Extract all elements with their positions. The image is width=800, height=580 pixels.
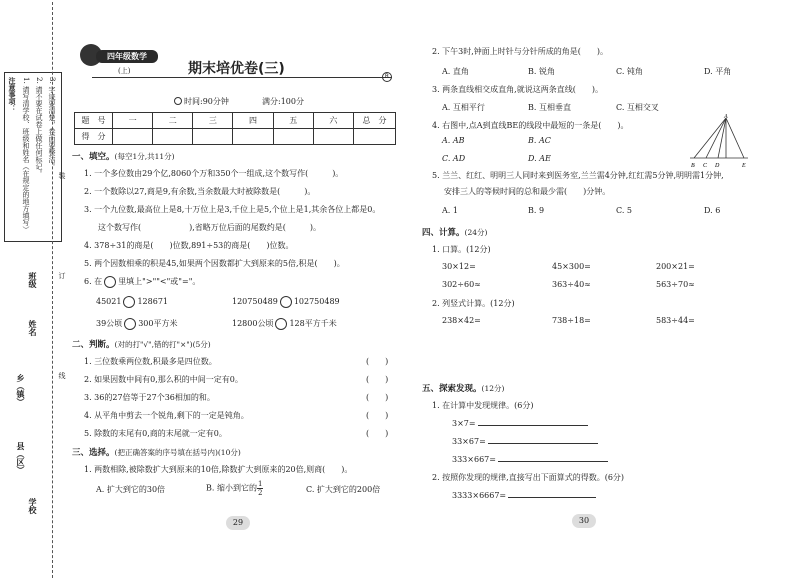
score-cell[interactable] — [113, 129, 153, 145]
s1-q6: 6. 在 里填上">""<"或"="。 — [84, 277, 201, 286]
score-head-6: 六 — [313, 113, 353, 129]
full-score: 满分:100分 — [262, 97, 304, 106]
score-head-3: 三 — [193, 113, 233, 129]
score-head-7: 总 分 — [354, 113, 396, 129]
s3-q4-opt-c: C. AD — [442, 154, 466, 163]
section-2-title: 二、判断。(对的打"√",错的打"×")(5分) — [72, 340, 211, 350]
s1-q2: 2. 一个数除以27,商是9,有余数,当余数最大时被除数是( )。 — [84, 187, 316, 196]
fig-label-b: B — [691, 163, 695, 169]
s1-q4: 4. 378÷31的商是( )位数,891÷53的商是( )位数。 — [84, 241, 294, 250]
oral-1: 30×12= — [442, 262, 476, 271]
triangle-figure — [688, 114, 752, 170]
answer-blank-2[interactable] — [488, 436, 598, 444]
answer-blank-3[interactable] — [498, 454, 608, 462]
oral-4: 302÷60≈ — [442, 280, 481, 289]
compare-circle-2[interactable] — [280, 296, 292, 308]
field-class: 班级 — [28, 272, 38, 288]
note-2: 2. 请不要在试卷上做任何标记。 — [35, 77, 43, 177]
note-1: 1. 请写清学校、班级和姓名（在规定的地方填写） — [22, 77, 30, 233]
s3-q5-opt-b: B. 9 — [528, 206, 545, 215]
compare-1: 45021 128671 — [96, 297, 168, 306]
s3-q5a: 5. 兰兰、红红、明明三人同时来到医务室,兰兰需4分钟,红红需5分钟,明明需1分钟, — [432, 171, 724, 180]
s1-q5: 5. 两个因数相乘的积是45,如果两个因数都扩大到原来的5倍,积是( )。 — [84, 259, 345, 268]
s3-q3-opt-a: A. 互相平行 — [442, 103, 485, 112]
score-cell[interactable] — [153, 129, 193, 145]
page-number-left: 29 — [226, 516, 250, 530]
score-cell[interactable] — [354, 129, 396, 145]
s5-sub2: 2. 按照你发现的规律,直接写出下面算式的得数。(6分) — [432, 473, 625, 482]
s3-q1-opt-c: C. 扩大到它的200倍 — [306, 485, 381, 494]
s3-q1: 1. 两数相除,被除数扩大到原来的10倍,除数扩大到原来的20倍,则商( )。 — [84, 465, 353, 474]
score-cell[interactable] — [193, 129, 233, 145]
s2-item-1: 1. 三位数乘两位数,积最多是四位数。 — [84, 357, 217, 366]
clock-icon — [174, 97, 182, 105]
note-3: 3. 字迹要清楚，卷面要整洁。 — [48, 77, 56, 170]
section-5-title: 五、探索发现。(12分) — [422, 384, 505, 394]
s3-q2-opt-a: A. 直角 — [442, 67, 469, 76]
score-cell[interactable] — [233, 129, 273, 145]
s3-q4-opt-b: B. AC — [528, 136, 551, 145]
section-3-title: 三、选择。(把正确答案的序号填在括号内)(10分) — [72, 448, 241, 458]
s5-line-3: 333×667= — [452, 454, 608, 464]
cut-label-1: 装 — [58, 172, 66, 179]
s3-q2-opt-b: B. 锐角 — [528, 67, 555, 76]
circle-icon — [104, 276, 116, 288]
score-label: 得 分 — [75, 129, 113, 145]
compare-4: 12800公顷 128平方千米 — [232, 319, 337, 328]
answer-blank-1[interactable] — [478, 418, 588, 426]
note-0: 注意事项： — [8, 77, 17, 112]
fig-label-e: E — [742, 163, 746, 169]
s2-answer-4[interactable]: ( ) — [366, 411, 389, 420]
field-name: 姓名 — [28, 320, 38, 336]
section-1-title: 一、填空。(每空1分,共11分) — [72, 152, 175, 162]
s2-item-2: 2. 如果因数中间有0,那么积的中间一定有0。 — [84, 375, 243, 384]
page-number-right: 30 — [572, 514, 596, 528]
s3-q3-opt-c: C. 互相交叉 — [616, 103, 659, 112]
answer-blank-4[interactable] — [508, 490, 596, 498]
s2-answer-3[interactable]: ( ) — [366, 393, 389, 402]
grade-badge-sub: (上) — [118, 67, 131, 75]
score-head-0: 题 号 — [75, 113, 113, 129]
s1-q3b: 这个数写作( ),省略万位后面的尾数约是( )。 — [98, 223, 322, 232]
s2-item-3: 3. 36的27倍等于27个36相加的和。 — [84, 393, 215, 402]
compare-3: 39公顷 300平方米 — [96, 319, 178, 328]
s3-q4-opt-a: A. AB — [442, 136, 465, 145]
binding-margin — [2, 2, 64, 578]
s5-final: 3333×6667= — [452, 490, 596, 500]
s3-q2-opt-d: D. 平角 — [704, 67, 732, 76]
vertical-1: 238×42= — [442, 316, 481, 325]
oral-6: 563÷70≈ — [656, 280, 695, 289]
page-title: 期末培优卷(三) — [188, 61, 285, 77]
field-county: 县（区） — [16, 442, 26, 474]
score-head-4: 四 — [233, 113, 273, 129]
s3-q4: 4. 右图中,点A到直线BE的线段中最短的一条是( )。 — [432, 121, 629, 130]
s3-q3: 3. 两条直线相交成直角,就说这两条直线( )。 — [432, 85, 603, 94]
s3-q5-opt-a: A. 1 — [442, 206, 458, 215]
grade-badge: 四年级数学 — [96, 50, 158, 63]
s3-q5-opt-d: D. 6 — [704, 206, 721, 215]
s3-q1-opt-a: A. 扩大到它的30倍 — [96, 485, 166, 494]
vertical-3: 583÷44= — [656, 316, 695, 325]
s3-q2: 2. 下午3时,钟面上时针与分针所成的角是( )。 — [432, 47, 609, 56]
compare-circle-1[interactable] — [123, 296, 135, 308]
s3-q3-opt-b: B. 互相垂直 — [528, 103, 571, 112]
s2-answer-1[interactable]: ( ) — [366, 357, 389, 366]
vertical-2: 738÷18= — [552, 316, 591, 325]
field-township: 乡（镇） — [16, 374, 26, 406]
score-head-1: 一 — [113, 113, 153, 129]
fig-label-c: C — [703, 163, 708, 169]
s3-q1-opt-b: B. 缩小到它的 $\frac{1}{2}$ — [206, 480, 263, 497]
s5-line-2: 33×67= — [452, 436, 598, 446]
s4-sub2: 2. 列竖式计算。(12分) — [432, 299, 515, 308]
oral-3: 200×21= — [656, 262, 695, 271]
s3-q5-opt-c: C. 5 — [616, 206, 633, 215]
compare-circle-3[interactable] — [124, 318, 136, 330]
score-row-headers — [75, 113, 396, 129]
cut-line — [52, 2, 53, 578]
s2-answer-2[interactable]: ( ) — [366, 375, 389, 384]
section-4-title: 四、计算。(24分) — [422, 228, 488, 238]
score-row-values — [75, 129, 396, 145]
fraction: $\frac{1}{2}$ — [257, 480, 263, 497]
s2-item-4: 4. 从平角中剪去一个锐角,剩下的一定是钝角。 — [84, 411, 249, 420]
s5-sub1: 1. 在计算中发现规律。(6分) — [432, 401, 534, 410]
score-head-5: 五 — [273, 113, 313, 129]
s4-sub1: 1. 口算。(12分) — [432, 245, 491, 254]
score-cell[interactable] — [273, 129, 313, 145]
s2-answer-5[interactable]: ( ) — [366, 429, 389, 438]
fig-label-d: D — [715, 163, 720, 169]
s1-q3a: 3. 一个九位数,最高位上是8,十万位上是3,千位上是5,个位上是1,其余各位上都是0。 — [84, 205, 381, 214]
score-head-2: 二 — [153, 113, 193, 129]
score-table — [74, 112, 396, 145]
score-cell[interactable] — [313, 129, 353, 145]
exam-time: 时间:90分钟 — [184, 97, 229, 106]
s3-q5b: 安排三人的等候时间的总和最少需( )分钟。 — [444, 187, 611, 196]
cut-label-3: 线 — [58, 372, 66, 379]
s5-line-1: 3×7= — [452, 418, 588, 428]
compare-2: 120750489 102750489 — [232, 297, 340, 306]
s3-q4-opt-d: D. AE — [528, 154, 551, 163]
oral-5: 363÷40≈ — [552, 280, 591, 289]
s1-q1: 1. 一个多位数由29个亿,8060个万和350个一组成,这个数写作( )。 — [84, 169, 344, 178]
notes-box — [4, 72, 62, 242]
cut-label-2: 订 — [58, 272, 66, 279]
s2-item-5: 5. 除数的末尾有0,商的末尾就一定有0。 — [84, 429, 227, 438]
registered-mark: R — [382, 72, 392, 82]
compare-circle-4[interactable] — [275, 318, 287, 330]
s3-q2-opt-c: C. 钝角 — [616, 67, 643, 76]
fig-label-a: A — [724, 114, 728, 120]
oral-2: 45×300= — [552, 262, 591, 271]
field-school: 学校 — [28, 498, 38, 514]
